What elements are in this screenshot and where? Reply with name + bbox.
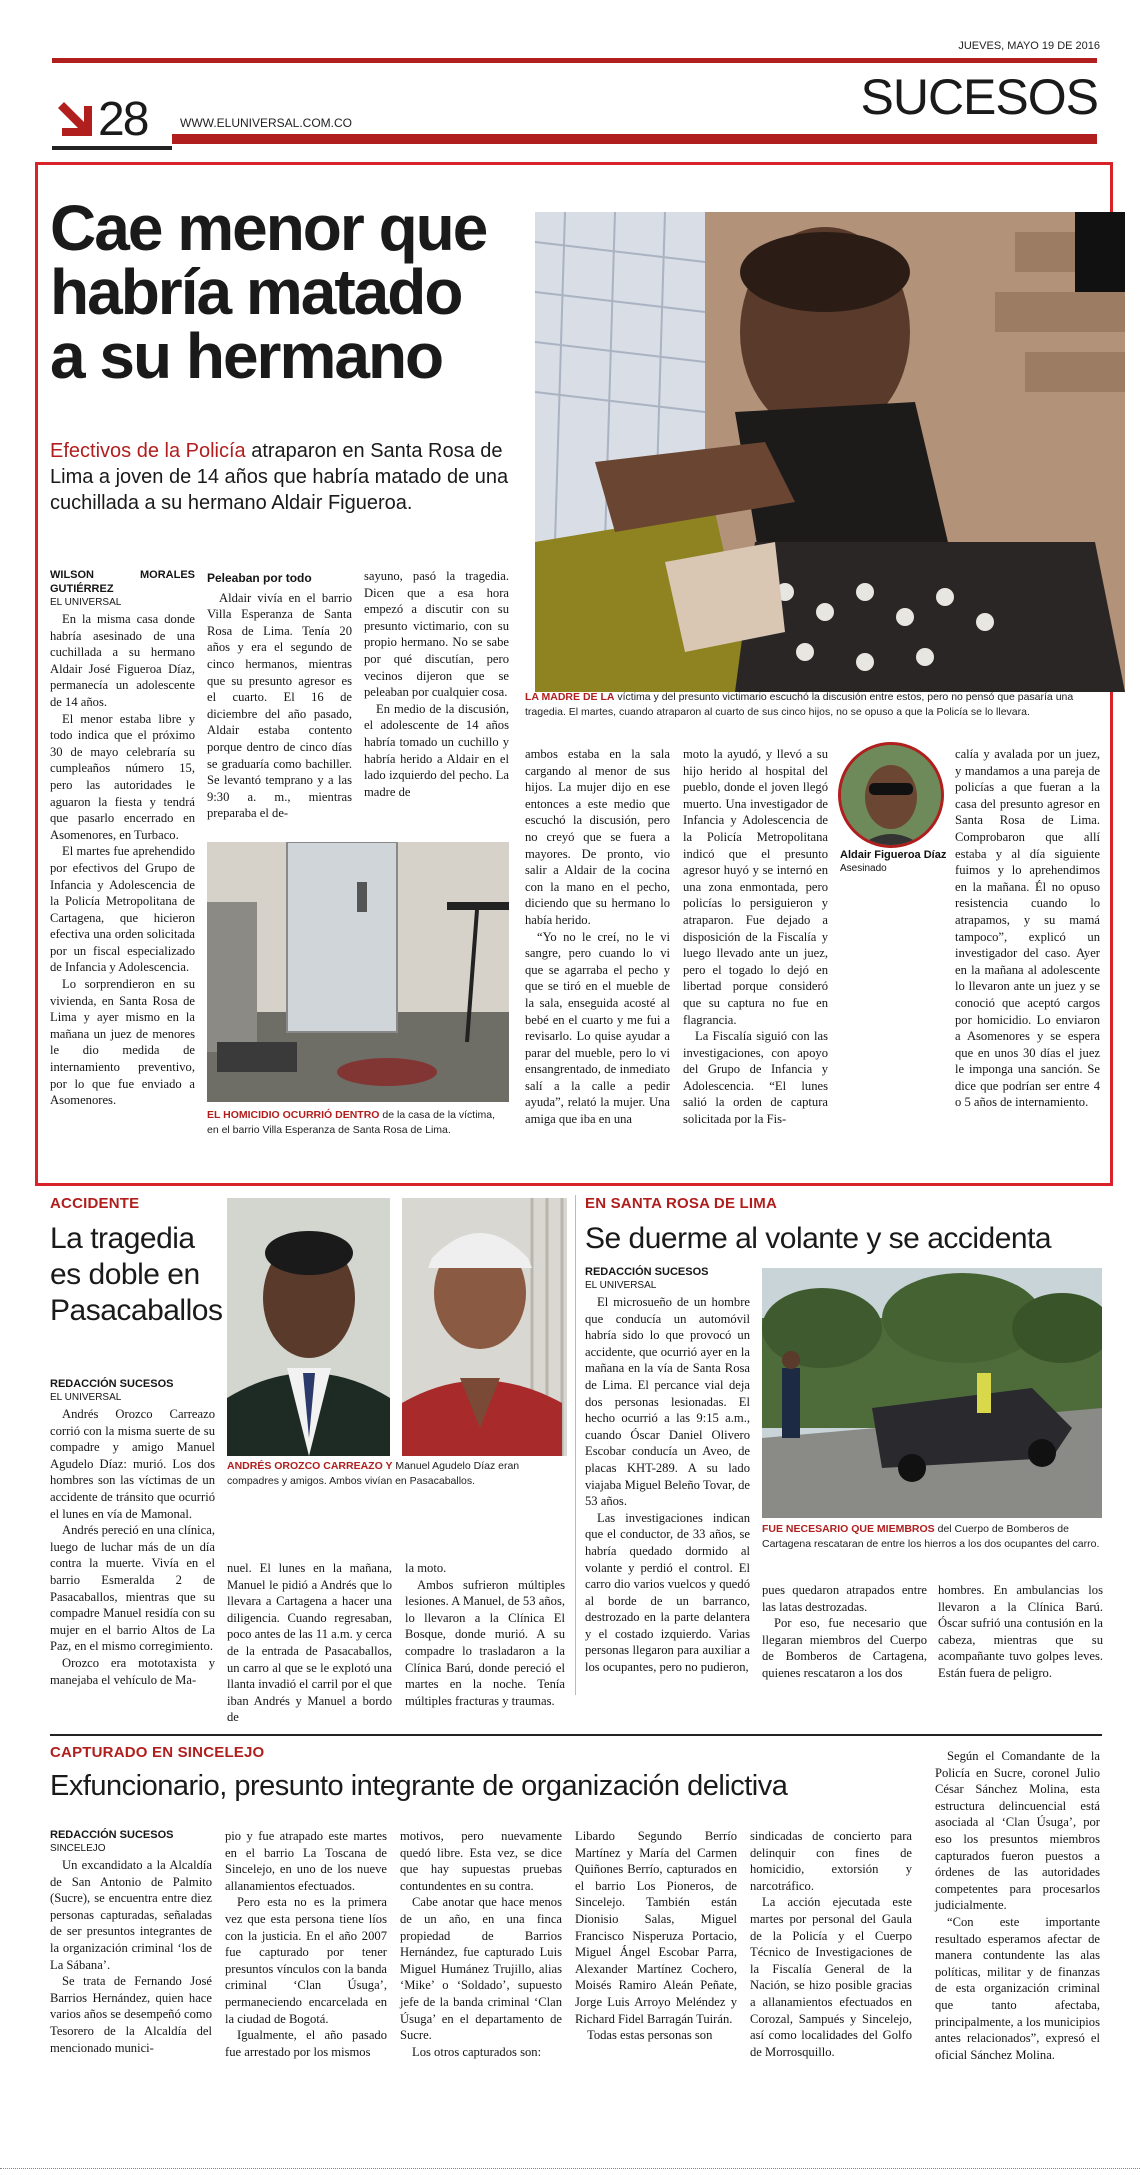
accident-caption: ANDRÉS OROZCO CARREAZO Y Manuel Agudelo Díaz eran compadres y amigos. Ambos vivían en Pasacaballos. [227,1460,520,1487]
header-top-rule [52,58,1097,63]
page-date: JUEVES, MAYO 19 DE 2016 [958,40,1100,52]
accident-byline-source: EL UNIVERSAL [50,1392,122,1403]
accident-col-1: REDACCIÓN SUCESOS EL UNIVERSAL Andrés Orozco Carreazo corrió con la misma suerte de su compadre y amigo Manuel Agudelo Díaz: murió. Los dos hombres son las víctimas de un accidente de tránsito que ocurrió el lunes en vía de Mamonal. Andrés pereció en una clínica, luego de luchar más de un día contra la muerte. Vivía en el barrio Esmeralda 2 de Pasacaballos, mientras que su compadre Manuel residía con su mujer en el barrio Altos de La Paz, en el mismo corregimiento. Orozco era mototaxista y manejaba el vehículo de Ma- [50,1378,215,1687]
mother-photo-caption: LA MADRE DE LA víctima y del presunto victimario escuchó la discusión entre estos, pero no pensó que pasaría una tragedia. El martes, cuando atraparon al cuarto de sus cinco hijos, no se opuso a que la Policía se lo llevara. [525,691,1074,718]
portrait-name: Aldair Figueroa Díaz [840,849,947,861]
accident-col-3: la moto. Ambos sufrieron múltiples lesiones. A Manuel, de 53 años, lo llevaron a la Clínica El Bosque, donde murió. A su compadre lo trasladaron a la Clínica Barú, donde pereció el martes en la noche. Tenía múltiples fracturas y traumas. [405,1561,565,1708]
page-header [0,0,1140,150]
volante-caption: FUE NECESARIO QUE MIEMBROS del Cuerpo de Bomberos de Cartagena rescataran de entre los hierros a los dos ocupantes del carro. [762,1523,1100,1550]
main-col-1: WILSON MORALES GUTIÉRREZ EL UNIVERSAL En la misma casa donde habría asesinado de una cuchillada a su hermano Aldair José Figueroa Díaz, permanecía un adolescente de 14 años. El menor estaba libre y todo indica que el próximo 30 de mayo celebraría su cumpleaños número 15, pero las autoridades le aguaron la fiesta y tendrá que pasarlo encerrado en Asomenores, en Turbaco. El martes fue aprehendido por efectivos del Grupo de Infancia y Adolescencia de la Policía Metropolitana de Cartagena, que hicieron efectiva una orden solicitada por un fiscal especializado de Infancia y Adolescencia. Lo sorprendieron en su vivienda, en Santa Rosa de Lima y ayer mismo en la mañana un juez de menores le dio medida de internamiento preventivo, por lo que fue enviado a Asomenores. [50,569,195,1108]
sincelejo-kicker: CAPTURADO EN SINCELEJO [50,1744,265,1761]
sincelejo-byline: REDACCIÓN SUCESOS [50,1829,174,1841]
deck-highlight: Efectivos de la Policía [50,440,246,462]
arrow-down-right-icon [54,98,96,140]
header-bottom-rule [172,134,1097,144]
page-number: 28 [98,93,148,146]
page-bottom-edge [0,2168,1140,2169]
volante-col-2: pues quedaron atrapados entre las latas destrozadas. Por eso, fue necesario que llegaran miembros del Cuerpo de Bomberos de Cartagena, quienes rescataron a los dos [762,1583,927,1680]
main-col-6: calía y avalada por un juez, y mandamos a una pareja de policías a que fueran a la casa del presunto agresor en Santa Rosa de Lima. Comprobaron que allí estaba y al día siguiente fuimos y lo aprehendimos en la mañana. Él no opuso resistencia cuando lo atrapamos, y su mamá tampoco”, explicó un investigador del caso. Ayer en la mañana al adolescente lo llevaron ante un juez y se conoció que aceptó cargos por homicidio. Lo enviaron a Asomenores y se espera que en unos 30 días el juez le imponga una sanción. Se dice que podrían ser entre 4 o 5 años de internamiento. [955,747,1100,1110]
page-number-underline [52,146,172,150]
section-title: SUCESOS [860,69,1098,125]
accident-byline: REDACCIÓN SUCESOS [50,1378,174,1390]
website-url: WWW.ELUNIVERSAL.COM.CO [180,116,353,130]
volante-byline: REDACCIÓN SUCESOS [585,1266,709,1278]
main-col-4: ambos estaba en la sala cargando al menor de sus hijos. La mujer dijo en ese entonces a este medio que escuchó la discusión, pero no creyó que se fuera a mayores. De pronto, vio salir a Aldair de la cocina con la mano en el pecho, diciendo que su hermano lo había herido. “Yo no le creí, no le vi sangre, pero cuando lo vi que se agarraba el pecho y que se tiró en el mueble de la sala, enseguida acosté al bebé en el cuarto y me fui a revisarlo. Lo quise ayudar a parar del mueble, pero lo vi ensangrentado, de inmediato salí a la calle a pedir ayuda”, relató la mujer. Una amiga que iba en una [525,747,670,1127]
sincelejo-col-4: Libardo Segundo Berrío Martínez y María del Carmen Quiñones Berrío, capturados en el barrio Los Pioneros, de Sincelejo. También están Dionisio Salas, Miguel Francisco Nisperuza Portacio, Miguel Ángel Escobar Parra, Alexander Martínez Cochero, Moisés Ramiro Aleán Peñate, Jorge Luis Arroyo Meléndez y Richard Fidel Barragán Tuirán. Todas estas personas son [575,1829,737,2043]
sincelejo-col-2: pio y fue atrapado este martes en el barrio La Toscana de Sincelejo, en uno de los nueve allanamientos efectuados. Pero esta no es la primera vez que esta persona tiene líos con la justicia. En el año 2007 fue capturado por tener presuntos vínculos con la banda criminal ‘Clan Úsuga’, permaneciendo encarcelada en la ciudad de Bogotá. Igualmente, el año pasado fue arrestado por los mismos [225,1829,387,2059]
sincelejo-headline: Exfuncionario, presunto integrante de organización delictiva [50,1770,788,1802]
main-byline: WILSON MORALES GUTIÉRREZ [50,569,195,595]
sincelejo-byline-source: SINCELEJO [50,1843,106,1854]
car-accident-photo [762,1268,1102,1518]
manuel-agudelo-photo [402,1198,567,1456]
main-col-2: Peleaban por todo Aldair vivía en el barrio Villa Esperanza de Santa Rosa de Lima. Tenía 20 años y era el segundo de cinco hermanos, mientras que su presunto agresor es el cuarto. El 16 de diciembre del año pasado, Aldair estaba contento porque dentro de cinco días se graduaría como bachiller. Se levantó temprano y a las 9:30 a. m., mientras preparaba el de- [207,571,352,821]
volante-col-1: REDACCIÓN SUCESOS EL UNIVERSAL El microsueño de un hombre que conducía un automóvil habría sido lo que provocó un accidente, que ocurrió ayer en la mañana en la vía de Santa Rosa de Lima. El percance vial deja dos personas lesionadas. El hecho ocurrió a las 9:15 a.m., cuando Óscar Daniel Olivero Escobar conducía un Aveo, de placas KHT-289. A su lado viajaba Miguel Beleño Tovar, de 53 años. Las investigaciones indican que el conductor, de 33 años, se habría quedado dormido al volante y perdió el control. El carro dio varios vuelcos y quedó al borde de un barranco, destrozado en la parte delantera y el costado izquierdo. Varias personas llegaron para auxiliar a los ocupantes, pero no pudieron, [585,1266,750,1675]
main-byline-source: EL UNIVERSAL [50,597,122,608]
mother-photo [535,212,1125,692]
volante-headline: Se duerme al volante y se accidenta [585,1222,1052,1255]
volante-col-3: hombres. En ambulancias los llevaron a la Clínica Barú. Óscar sufrió una contusión en la cabeza, mientras que su acompañante tuvo golpes leves. Están fuera de peligro. [938,1583,1103,1680]
accident-kicker: ACCIDENTE [50,1195,140,1212]
bottom-section-rule [50,1734,1102,1736]
main-headline: Cae menor que habría matado a su hermano [50,192,487,392]
sincelejo-col-6: Según el Comandante de la Policía en Sucre, coronel Julio César Sánchez Molina, esta estructura delincuencial está asociada al ‘Clan Úsuga’, por eso los presuntos miembros capturados fueron puestos a órdenes de las autoridades competentes para procesarlos judicialmente. “Con este importante resultado esperamos afectar de manera contundente las alas políticas, militar y de finanzas de esta organización criminal que tanto afectaba, principalmente, a los municipios antes relacionados”, expresó el oficial Sánchez Molina. [935,1749,1100,2062]
crime-scene-photo [207,842,509,1102]
main-col-5: moto la ayudó, y llevó a su hijo herido al hospital del pueblo, donde el joven llegó muerto. Una investigador de Infancia y Adolescencia de la Policía Metropolitana indicó que el presunto agresor huyó y se internó en una zona enmontada, pero policías lo persiguieron y atraparon. Fue dejado a disposición de la Fiscalía y luego llevado ante un juez, pero el togado lo dejó en libertad porque consideró que su captura no fue en flagrancia. La Fiscalía siguió con las investigaciones, con apoyo del Grupo de Infancia y Adolescencia. “El lunes salió la orden de captura solicitada por la Fis- [683,747,828,1127]
andres-orozco-photo [227,1198,390,1456]
crime-scene-caption: EL HOMICIDIO OCURRIÓ DENTRO de la casa de la víctima, en el barrio Villa Esperanza de Santa Rosa de Lima. [207,1109,496,1136]
accident-headline: La tragedia es doble en Pasacaballos [50,1222,223,1327]
volante-kicker: EN SANTA ROSA DE LIMA [585,1195,777,1212]
main-col-3: sayuno, pasó la tragedia. Dicen que a esa hora empezó a discutir con su presunto victimario, con su propio hermano. No se sabe por qué discutían, pero vecinos dijeron que se peleaban por cualquier cosa. En medio de la discusión, el adolescente de 14 años habría tomado un cuchillo y habría herido a Aldair en el lado izquierdo del pecho. La madre de [364,569,509,799]
sincelejo-col-1: REDACCIÓN SUCESOS SINCELEJO Un excandidato a la Alcaldía de San Antonio de Palmito (Sucre), se encuentra entre diez personas capturadas, señaladas de ser presuntos integrantes de la organización criminal ‘los de La Sábana’. Se trata de Fernando José Barrios Hernández, quien hace varios años se desempeñó como Tesorero de la Alcaldía del mencionado munici- [50,1829,212,2055]
main-subhead: Peleaban por todo [207,571,312,585]
accident-col-2: nuel. El lunes en la mañana, Manuel le pidió a Andrés que lo llevara a Cartagena a hacer una diligencia. Cuando regresaban, poco antes de las 11 a.m. y cerca de la entrada de Pasacaballos, un carro al que se le explotó una llanta invadió el carril por el que iban Andrés y Manuel a bordo de [227,1561,392,1725]
sincelejo-col-5: sindicadas de concierto para delinquir con fines de homicidio, extorsión y narcotráfico. La acción ejecutada este martes por personal del Gaula de la Policía y el Cuerpo Técnico de Investigaciones de la Fiscalía General de la Nación, se hizo posible gracias a allanamientos efectuados en Corozal, Sampués y Sincelejo, así como localidades del Golfo de Morrosquillo. [750,1829,912,2059]
victim-portrait [838,742,944,848]
accident-divider [575,1195,576,1695]
volante-byline-source: EL UNIVERSAL [585,1280,657,1291]
portrait-role: Asesinado [840,863,887,874]
sincelejo-col-3: motivos, pero nuevamente quedó libre. Esta vez, se dice que hay supuestas pruebas contundentes en su contra. Cabe anotar que hace menos de un año, en una finca propiedad de Barrios Hernández, fue capturado Luis Miguel Humánez Trujillo, alias ‘Mike’ o ‘Soldado’, supuesto jefe de la banda criminal ‘Clan Úsuga’ en el departamento de Sucre. Los otros capturados son: [400,1829,562,2059]
main-deck: Efectivos de la Policía atraparon en Santa Rosa de Lima a joven de 14 años que habría matado de una cuchillada a su hermano Aldair Figueroa. [50,440,509,514]
